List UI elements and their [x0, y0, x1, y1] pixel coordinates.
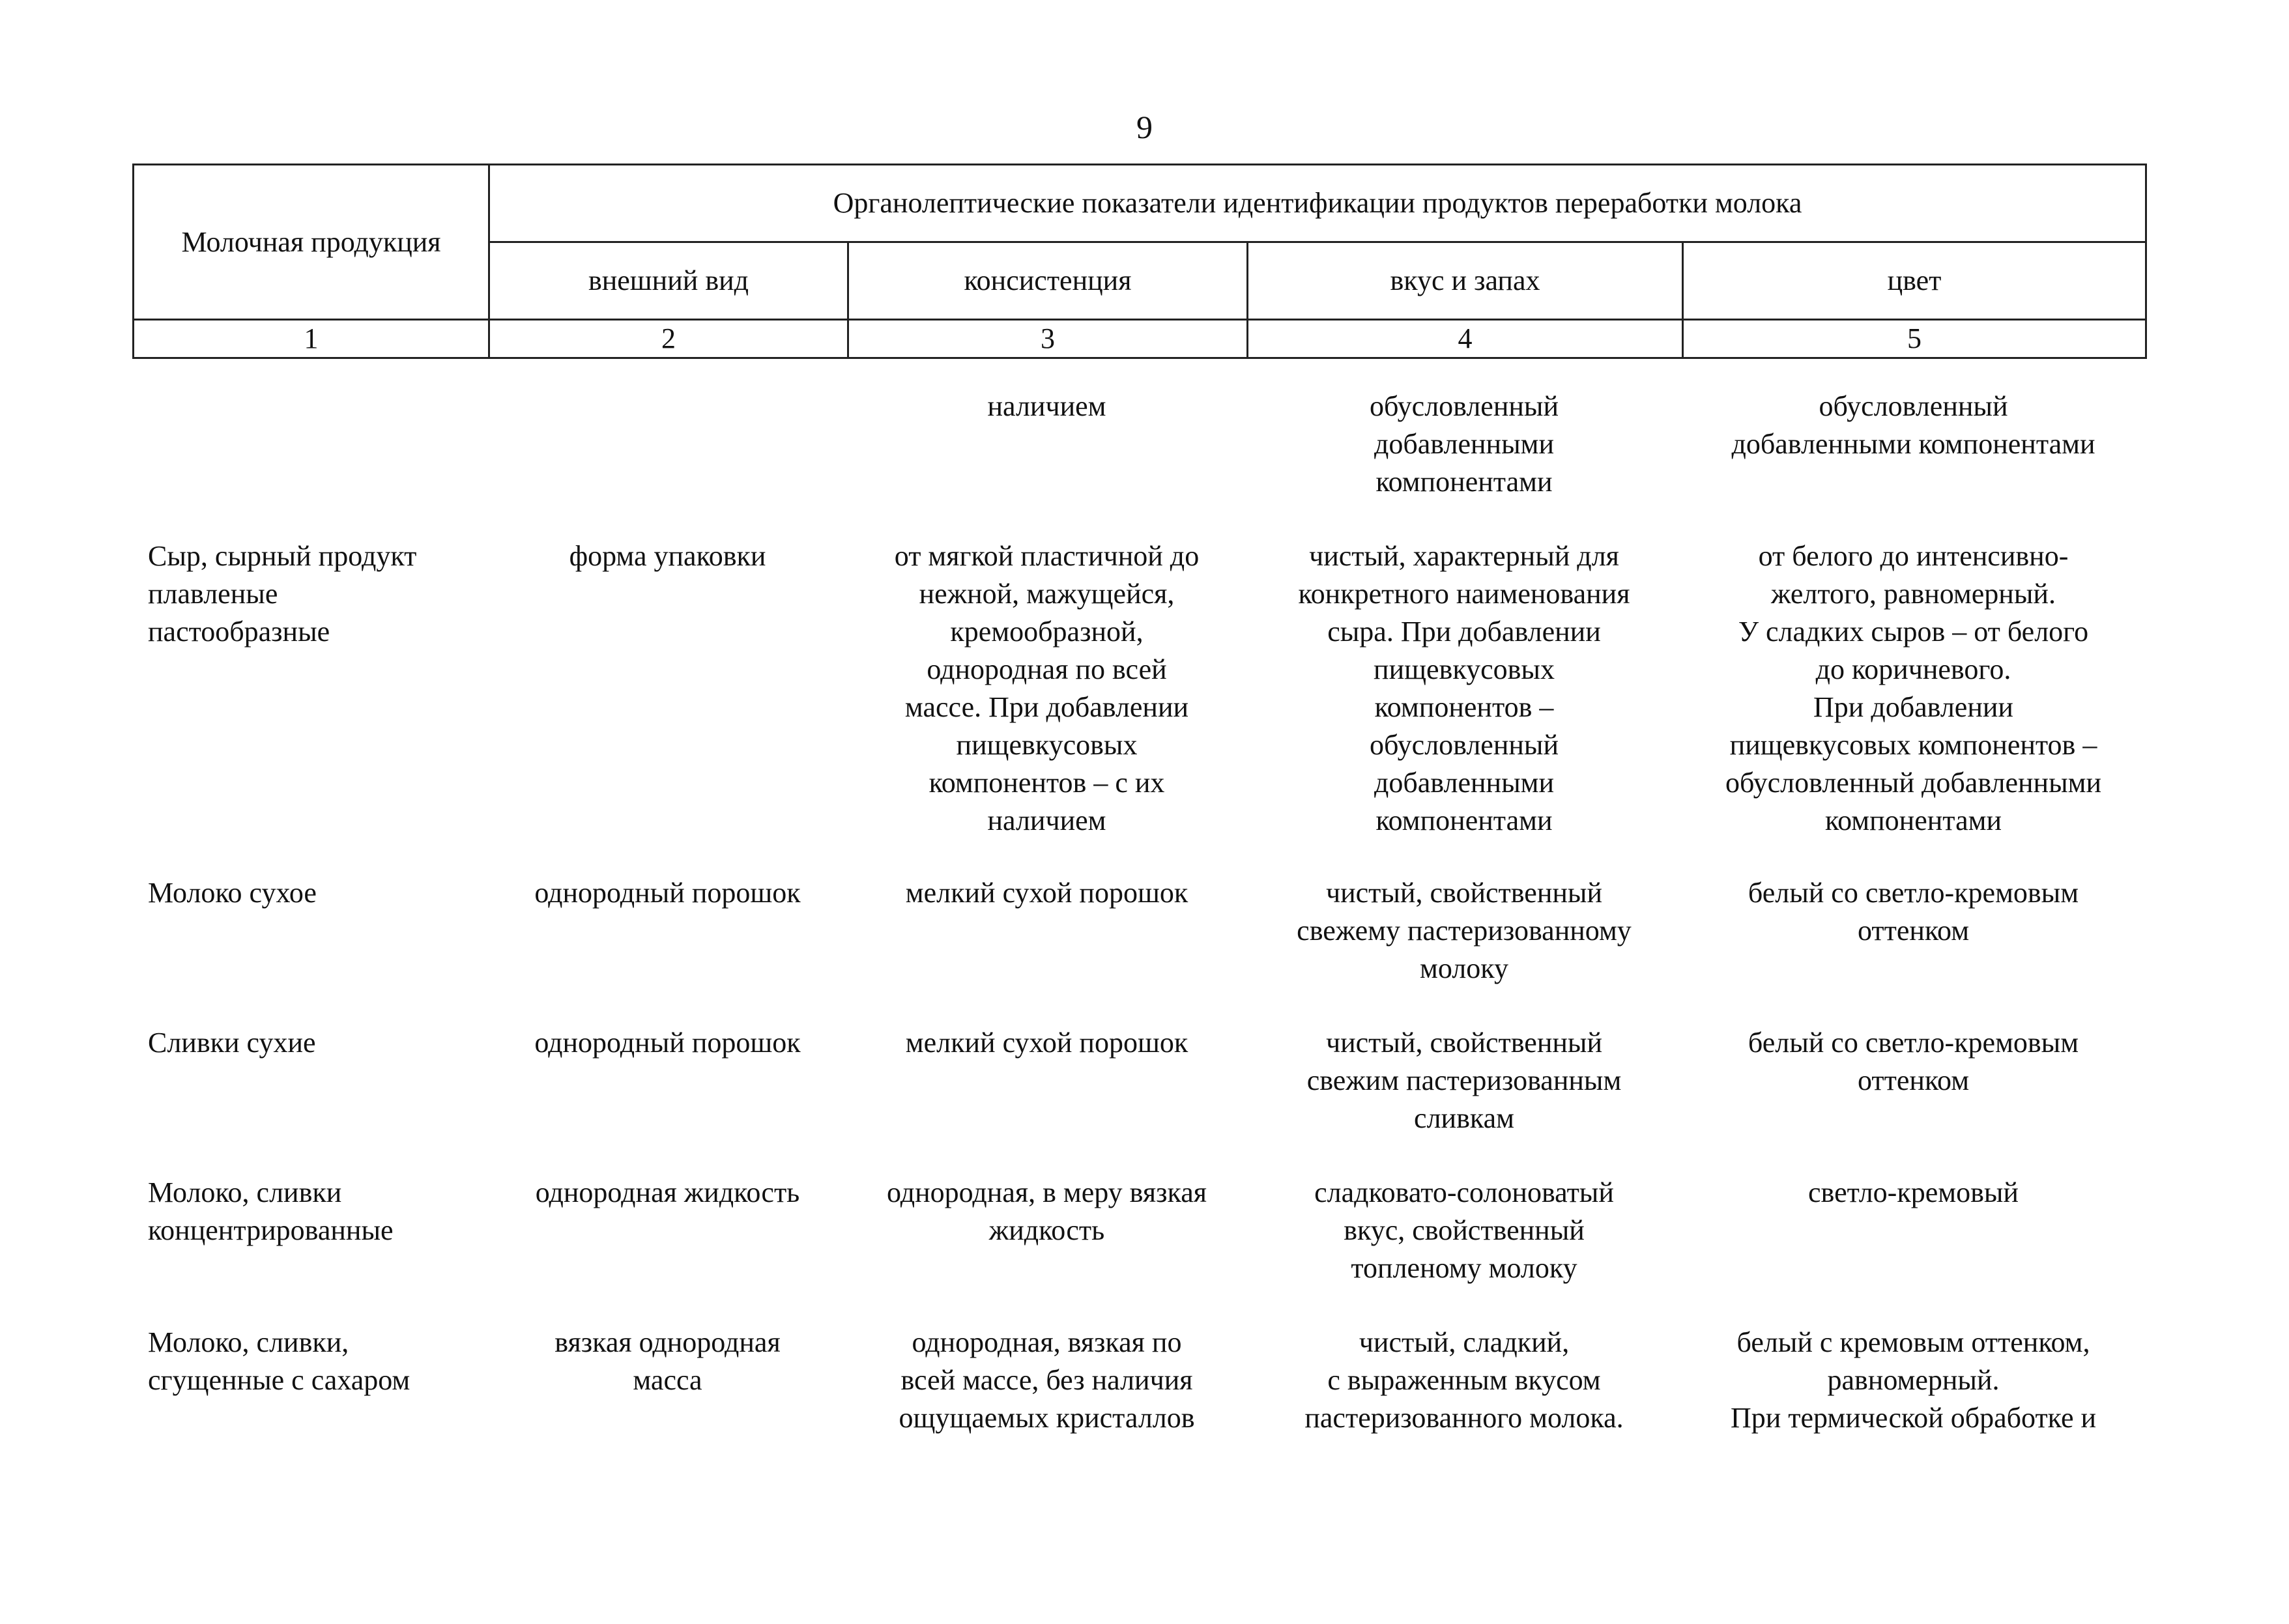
cell-color: белый со светло-кремовым оттенком — [1748, 877, 2079, 947]
column-number: 5 — [1683, 320, 2146, 358]
cell-taste: обусловленный добавленными компонентами — [1369, 390, 1559, 498]
header-group-title: Органолептические показатели идентификации продуктов переработки молока — [489, 165, 2146, 242]
cell-taste: чистый, свойственный свежим пастеризованным сливкам — [1306, 1027, 1622, 1134]
cell-consistency: наличием — [987, 390, 1106, 422]
table-row — [132, 1174, 2145, 1324]
cell-taste: чистый, свойственный свежему пастеризованному молоку — [1297, 877, 1632, 984]
cell-appearance: форма упаковки — [569, 540, 766, 572]
cell-color: обусловленный добавленными компонентами — [1731, 390, 2095, 460]
cell-product: Сливки сухие — [148, 1027, 316, 1059]
cell-appearance: вязкая однородная масса — [554, 1326, 781, 1396]
column-number: 1 — [134, 320, 489, 358]
header-color: цвет — [1683, 242, 2146, 320]
cell-consistency: мелкий сухой порошок — [905, 1027, 1188, 1059]
cell-product: Молоко, сливки концентрированные — [148, 1176, 394, 1246]
cell-appearance: однородная жидкость — [535, 1176, 800, 1208]
cell-consistency: от мягкой пластичной до нежной, мажущейся, кремообразной, однородная по всей массе. При добавлении пищевкусовых компонентов – с их наличием — [894, 540, 1200, 836]
cell-consistency: однородная, вязкая по всей массе, без наличия ощущаемых кристаллов — [899, 1326, 1195, 1434]
column-number: 4 — [1248, 320, 1683, 358]
cell-appearance — [488, 388, 847, 537]
header-product-column: Молочная продукция — [134, 165, 489, 320]
cell-consistency: мелкий сухой порошок — [905, 877, 1188, 909]
cell-product: Сыр, сырный продукт плавленые пастообразные — [148, 540, 417, 648]
header-consistency: консистенция — [848, 242, 1248, 320]
table-header — [132, 164, 2147, 359]
table-row — [132, 537, 2145, 874]
table-row — [132, 388, 2145, 537]
header-taste-smell: вкус и запах — [1248, 242, 1683, 320]
page-number: 9 — [1136, 109, 1153, 145]
header-appearance: внешний вид — [489, 242, 848, 320]
cell-product: Молоко, сливки, сгущенные с сахаром — [148, 1326, 410, 1396]
cell-color: белый со светло-кремовым оттенком — [1748, 1027, 2079, 1096]
cell-taste: чистый, характерный для конкретного наименования сыра. При добавлении пищевкусовых компонентов – обусловленный добавленными компонентами — [1298, 540, 1630, 836]
table-row — [132, 1324, 2145, 1454]
cell-color: от белого до интенсивно- желтого, равномерный. У сладких сыров – от белого до коричневого. При добавлении пищевкусовых компонентов – обусловленный добавленными компонентами — [1725, 540, 2102, 836]
cell-taste: чистый, сладкий, с выраженным вкусом пастеризованного молока. — [1304, 1326, 1624, 1434]
column-number: 2 — [489, 320, 848, 358]
cell-appearance: однородный порошок — [534, 1027, 801, 1059]
cell-color: светло-кремовый — [1808, 1176, 2019, 1208]
cell-product: Молоко сухое — [148, 877, 317, 909]
cell-consistency: однородная, в меру вязкая жидкость — [887, 1176, 1207, 1246]
table-body — [132, 388, 2145, 1454]
cell-color: белый с кремовым оттенком, равномерный. При термической обработке и — [1730, 1326, 2097, 1434]
table-row — [132, 874, 2145, 1024]
cell-taste: сладковато-солоноватый вкус, свойственный топленому молоку — [1314, 1176, 1614, 1284]
table-row — [132, 1024, 2145, 1174]
column-number: 3 — [848, 320, 1248, 358]
cell-product — [132, 388, 488, 537]
cell-appearance: однородный порошок — [534, 877, 801, 909]
